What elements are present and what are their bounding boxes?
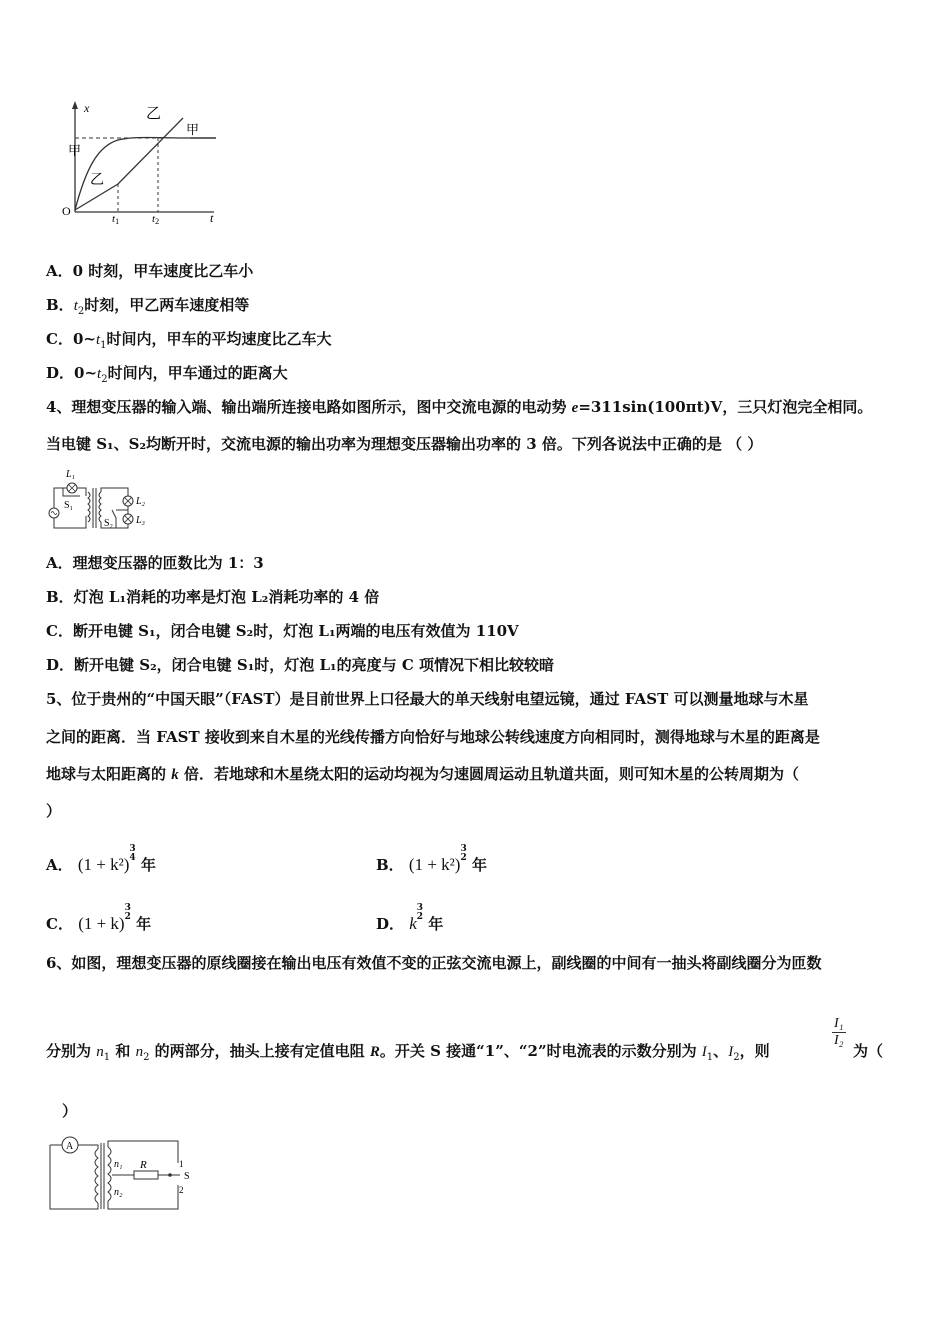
q6-frac-den: I₂ <box>834 1033 844 1048</box>
label-s: S <box>184 1171 190 1182</box>
yi-label-top: 乙 <box>146 104 162 122</box>
q6-stem-line2: 分别为 $n_1$ 和 $n_2$ 的两部分，抽头上接有定值电阻 R。开关 S 接通“1”、“2”时电流表的示数分别为 $I_1$、$I_2$，则 <box>46 1042 770 1063</box>
q5-option-b: B． (1 + k²) 3 2 年 <box>376 844 487 874</box>
q6-circuit <box>46 1133 196 1213</box>
q5-stem-line1: 5、位于贵州的“中国天眼”（FAST）是目前世界上口径最大的单天线射电望远镜，通过 FAST 可以测量地球与木星 <box>46 690 809 708</box>
label-1: 1 <box>179 1159 184 1169</box>
q5-c-exponent: 3 2 <box>124 903 131 922</box>
q5-option-c: C． (1 + k) 3 2 年 <box>46 903 152 933</box>
q4-stem-line2: 当电键 S₁、S₂均断开时，交流电源的输出功率为理想变压器输出功率的 3 倍。下列各说法中正确的是 （ ） <box>46 435 763 453</box>
label-n2: n₂ <box>114 1187 123 1198</box>
q5-d-exponent: 3 2 <box>416 903 424 922</box>
q4-option-c: C．断开电键 S₁，闭合电键 S₂时，灯泡 L₁两端的电压有效值为 110V <box>46 622 519 640</box>
jia-label-right: 甲 <box>186 123 200 138</box>
q5-c-base: (1 + k) <box>78 914 125 933</box>
t1-label: t1 <box>112 213 120 226</box>
q3-option-c: C．$0\sim t_1$时间内，甲车的平均速度比乙车大 <box>46 330 332 351</box>
label-2: 2 <box>179 1185 184 1195</box>
q5-a-exponent: 3 4 <box>129 844 136 863</box>
label-s2: S₂ <box>104 518 114 529</box>
q4-stem-line1: 4、理想变压器的输入端、输出端所连接电路如图所示，图中交流电源的电动势 e=311sin(100πt)V，三只灯泡完全相同。 <box>46 398 873 416</box>
x-axis-label: x <box>84 101 90 115</box>
ammeter-label: A <box>66 1141 74 1152</box>
label-l3: L₃ <box>136 515 146 526</box>
q6-stem-line1: 6、如图，理想变压器的原线圈接在输出电压有效值不变的正弦交流电源上，副线圈的中间有一抽头将副线圈分为匝数 <box>46 954 822 972</box>
t2-label: t2 <box>152 213 160 226</box>
q4-circuit <box>46 466 158 534</box>
q4-option-d: D．断开电键 S₂，闭合电键 S₁时，灯泡 L₁的亮度与 C 项情况下相比较较暗 <box>46 656 554 674</box>
q4-option-b: B．灯泡 L₁消耗的功率是灯泡 L₂消耗功率的 4 倍 <box>46 588 380 606</box>
q6-fraction <box>832 1016 846 1049</box>
q5-b-exponent: 3 2 <box>460 844 467 863</box>
label-l1: L₁ <box>66 469 76 480</box>
q5-b-base: (1 + k²) <box>408 855 461 874</box>
q5-stem-line4: ） <box>46 802 62 820</box>
q6-frac-num: I₁ <box>834 1016 844 1031</box>
label-n1: n₁ <box>114 1159 123 1170</box>
q5-stem-line2: 之间的距离．当 FAST 接收到来自木星的光线传播方向恰好与地球公转线速度方向相同时，测得地球与木星的距离是 <box>46 728 820 746</box>
q4-option-a: A．理想变压器的匝数比为 1：3 <box>46 554 264 572</box>
q3-option-d: D．$0\sim t_2$时间内，甲车通过的距离大 <box>46 364 288 385</box>
q5-stem-line3: 地球与太阳距离的 k 倍．若地球和木星绕太阳的运动均视为匀速圆周运动且轨道共面，则可知木星的公转周期为（ <box>46 765 799 783</box>
q3-option-b: B．$t_2$时刻，甲乙两车速度相等 <box>46 296 250 317</box>
q5-d-base: k <box>409 914 417 933</box>
x-axis-arrow <box>72 101 78 109</box>
label-r: R <box>140 1159 147 1171</box>
origin-label: O <box>62 204 71 218</box>
q5-option-d: D． k 3 2 年 <box>376 903 444 933</box>
q5-a-base: (1 + k²) <box>77 855 130 874</box>
t-axis-label: t <box>210 211 214 225</box>
yi-label-curve: 乙 <box>90 172 104 188</box>
q5-option-a: A． (1 + k²) 3 4 年 <box>46 844 156 874</box>
q6-stem-line2-tail: 为（ <box>853 1042 884 1060</box>
jia-label-left: 甲 <box>68 144 82 159</box>
label-l2: L₂ <box>136 496 146 507</box>
label-s1: S₁ <box>64 500 74 511</box>
resistor-icon <box>134 1171 158 1179</box>
q3-option-a: A．0 时刻，甲车速度比乙车小 <box>46 262 254 280</box>
q6-stem-line3: ） <box>62 1102 78 1120</box>
xt-graph <box>58 98 223 228</box>
